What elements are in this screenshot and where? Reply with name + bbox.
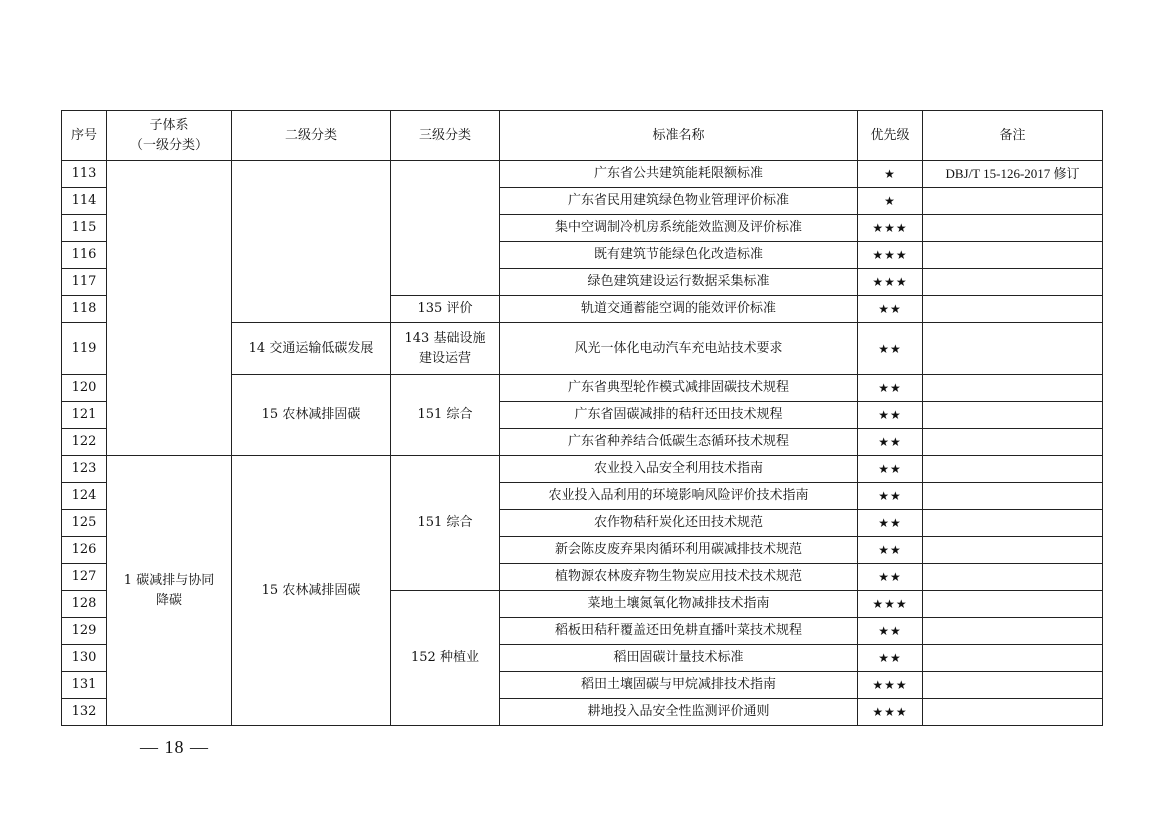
header-remarks: 备注 xyxy=(923,111,1103,161)
remark xyxy=(923,510,1103,537)
standard-name: 广东省固碳减排的秸秆还田技术规程 xyxy=(500,402,858,429)
standard-name: 稻板田秸秆覆盖还田免耕直播叶菜技术规程 xyxy=(500,618,858,645)
remark xyxy=(923,402,1103,429)
standard-name: 轨道交通蓄能空调的能效评价标准 xyxy=(500,296,858,323)
row-number: 120 xyxy=(62,375,107,402)
priority-stars: ★★★ xyxy=(858,672,923,699)
priority-stars: ★★★ xyxy=(858,699,923,726)
priority-stars: ★★ xyxy=(858,537,923,564)
standard-name: 农业投入品安全利用技术指南 xyxy=(500,456,858,483)
remark xyxy=(923,456,1103,483)
row-number: 115 xyxy=(62,215,107,242)
row-number: 121 xyxy=(62,402,107,429)
remark: DBJ/T 15-126-2017 修订 xyxy=(923,161,1103,188)
row-number: 130 xyxy=(62,645,107,672)
standards-table xyxy=(61,110,1103,726)
row-number: 114 xyxy=(62,188,107,215)
level2-cell: 15 农林减排固碳 xyxy=(232,375,391,456)
row-number: 116 xyxy=(62,242,107,269)
priority-stars: ★ xyxy=(858,161,923,188)
standard-name: 菜地土壤氮氧化物减排技术指南 xyxy=(500,591,858,618)
row-number: 124 xyxy=(62,483,107,510)
remark xyxy=(923,618,1103,645)
remark xyxy=(923,699,1103,726)
standard-name: 广东省种养结合低碳生态循环技术规程 xyxy=(500,429,858,456)
table-row xyxy=(62,456,1103,483)
row-number: 113 xyxy=(62,161,107,188)
remark xyxy=(923,269,1103,296)
priority-stars: ★★ xyxy=(858,564,923,591)
header-seq: 序号 xyxy=(62,111,107,161)
priority-stars: ★★★ xyxy=(858,591,923,618)
level3-cell: 151 综合 xyxy=(391,375,500,456)
row-number: 118 xyxy=(62,296,107,323)
priority-stars: ★★★ xyxy=(858,242,923,269)
priority-stars: ★ xyxy=(858,188,923,215)
row-number: 117 xyxy=(62,269,107,296)
remark xyxy=(923,483,1103,510)
subsystem-cell xyxy=(107,161,232,456)
row-number: 125 xyxy=(62,510,107,537)
priority-stars: ★★ xyxy=(858,323,923,375)
remark xyxy=(923,537,1103,564)
standard-name: 广东省公共建筑能耗限额标准 xyxy=(500,161,858,188)
row-number: 129 xyxy=(62,618,107,645)
standard-name: 绿色建筑建设运行数据采集标准 xyxy=(500,269,858,296)
priority-stars: ★★ xyxy=(858,375,923,402)
remark xyxy=(923,564,1103,591)
level3-cell: 143 基础设施 建设运营 xyxy=(391,323,500,375)
subsystem-cell: 1 碳减排与协同 降碳 xyxy=(107,456,232,726)
header-priority: 优先级 xyxy=(858,111,923,161)
standard-name: 广东省典型轮作模式减排固碳技术规程 xyxy=(500,375,858,402)
standard-name: 耕地投入品安全性监测评价通则 xyxy=(500,699,858,726)
standard-name: 既有建筑节能绿色化改造标准 xyxy=(500,242,858,269)
header-level3: 三级分类 xyxy=(391,111,500,161)
priority-stars: ★★ xyxy=(858,429,923,456)
row-number: 132 xyxy=(62,699,107,726)
priority-stars: ★★ xyxy=(858,296,923,323)
remark xyxy=(923,242,1103,269)
header-row xyxy=(62,111,1103,161)
remark xyxy=(923,645,1103,672)
priority-stars: ★★ xyxy=(858,402,923,429)
header-standard-name: 标准名称 xyxy=(500,111,858,161)
header-subsystem: 子体系 （一级分类） xyxy=(107,111,232,161)
level3-cell: 151 综合 xyxy=(391,456,500,591)
remark xyxy=(923,296,1103,323)
remark xyxy=(923,429,1103,456)
remark xyxy=(923,188,1103,215)
remark xyxy=(923,591,1103,618)
standard-name: 广东省民用建筑绿色物业管理评价标准 xyxy=(500,188,858,215)
standard-name: 集中空调制冷机房系统能效监测及评价标准 xyxy=(500,215,858,242)
standard-name: 农作物秸秆炭化还田技术规范 xyxy=(500,510,858,537)
standard-name: 新会陈皮废弃果肉循环利用碳减排技术规范 xyxy=(500,537,858,564)
header-level2: 二级分类 xyxy=(232,111,391,161)
priority-stars: ★★ xyxy=(858,618,923,645)
row-number: 123 xyxy=(62,456,107,483)
priority-stars: ★★ xyxy=(858,456,923,483)
level2-cell xyxy=(232,161,391,323)
row-number: 119 xyxy=(62,323,107,375)
table-row xyxy=(62,161,1103,188)
standard-name: 稻田土壤固碳与甲烷减排技术指南 xyxy=(500,672,858,699)
row-number: 122 xyxy=(62,429,107,456)
row-number: 127 xyxy=(62,564,107,591)
priority-stars: ★★ xyxy=(858,645,923,672)
standard-name: 农业投入品利用的环境影响风险评价技术指南 xyxy=(500,483,858,510)
remark xyxy=(923,672,1103,699)
remark xyxy=(923,375,1103,402)
priority-stars: ★★ xyxy=(858,483,923,510)
row-number: 131 xyxy=(62,672,107,699)
standard-name: 风光一体化电动汽车充电站技术要求 xyxy=(500,323,858,375)
page-number: — 18 — xyxy=(140,737,209,757)
standard-name: 稻田固碳计量技术标准 xyxy=(500,645,858,672)
level3-cell: 135 评价 xyxy=(391,296,500,323)
priority-stars: ★★★ xyxy=(858,269,923,296)
level2-cell: 15 农林减排固碳 xyxy=(232,456,391,726)
level3-cell: 152 种植业 xyxy=(391,591,500,726)
level2-cell: 14 交通运输低碳发展 xyxy=(232,323,391,375)
standard-name: 植物源农林废弃物生物炭应用技术技术规范 xyxy=(500,564,858,591)
remark xyxy=(923,323,1103,375)
row-number: 128 xyxy=(62,591,107,618)
level3-cell xyxy=(391,161,500,296)
remark xyxy=(923,215,1103,242)
row-number: 126 xyxy=(62,537,107,564)
priority-stars: ★★★ xyxy=(858,215,923,242)
priority-stars: ★★ xyxy=(858,510,923,537)
